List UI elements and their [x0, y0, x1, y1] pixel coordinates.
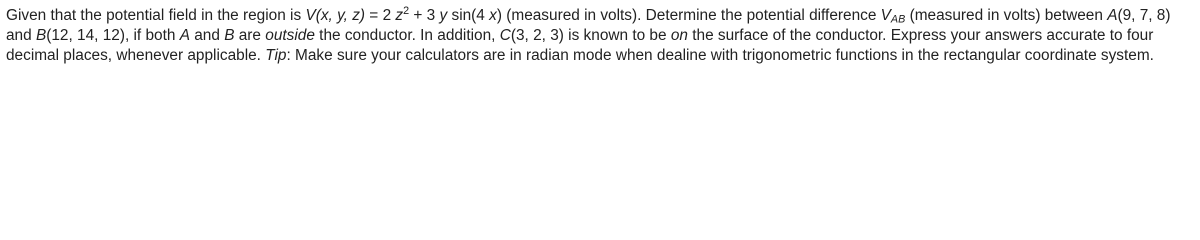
text-segment: (measured in volts) between — [905, 7, 1108, 24]
point-b: B — [35, 27, 47, 44]
text-segment: ) (measured in volts). Determine the potential difference — [496, 7, 881, 24]
problem-statement — [6, 6, 1196, 66]
text-segment: sin(4 — [447, 7, 490, 24]
variable-z: z — [395, 7, 404, 24]
potential-difference-subscript: AB — [890, 13, 906, 26]
text-segment: (9, 7, 8) and — [6, 7, 1171, 44]
point-a: A — [1107, 7, 1118, 24]
text-segment: the conductor. In addition, — [314, 27, 500, 44]
text-segment: (12, 14, 12), if both — [46, 27, 180, 44]
potential-difference-symbol: V — [880, 7, 891, 24]
text-segment: Given that the potential field in the region is — [6, 7, 306, 24]
text-segment: and — [189, 27, 225, 44]
variable-x: x — [489, 7, 497, 24]
emphasis-outside: outside — [265, 27, 315, 44]
point-a: A — [179, 27, 190, 44]
variable-y: y — [439, 7, 448, 24]
text-segment: the surface of the conductor. Express your answers accurate to four decimal places, whenever applicable. — [6, 27, 1154, 64]
text-segment: + 3 — [409, 7, 440, 24]
tip-label: Tip — [265, 47, 287, 64]
point-c: C — [499, 27, 511, 44]
emphasis-on: on — [670, 27, 688, 44]
exponent: 2 — [403, 5, 410, 18]
text-segment: : Make sure your calculators are in radian mode when dealine with trigonometric functions in the rectangular coordinate system. — [286, 47, 1154, 64]
potential-function: V(x, y, z) — [305, 7, 366, 24]
text-segment: are — [234, 27, 266, 44]
text-segment: (3, 2, 3) is known to be — [510, 27, 671, 44]
point-b: B — [224, 27, 235, 44]
text-segment: = 2 — [365, 7, 396, 24]
